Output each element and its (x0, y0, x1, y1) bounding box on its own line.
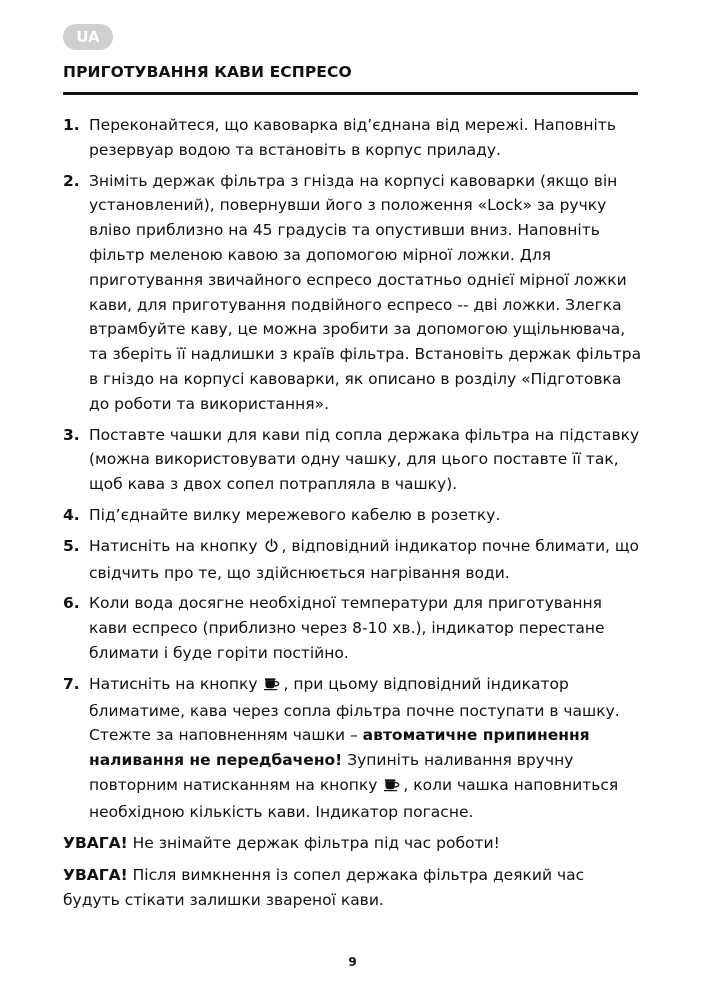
step-1 (63, 113, 643, 163)
steps-list (63, 113, 643, 825)
step-number: 1. (63, 116, 80, 134)
step-text-end: , коли чашка наповниться необхідною кількість кави. Індикатор погасне. (89, 775, 619, 821)
step-number: 6. (63, 594, 80, 613)
page-number: 9 (348, 955, 357, 969)
step-5 (63, 534, 643, 586)
step-2 (63, 169, 643, 417)
step-3 (63, 423, 643, 497)
warning-label: УВАГА! (63, 866, 128, 885)
power-icon (264, 536, 279, 561)
step-number: 4. (63, 505, 80, 524)
step-text-before-icon: Натисніть на кнопку (89, 536, 258, 555)
step-text-after-bold: Зупиніть наливання вручну повторним натисканням на кнопку (89, 751, 574, 794)
warning-text: Не знімайте держак фільтра під час роботи! (132, 833, 500, 852)
step-text-after-icon: , відповідний індикатор почне блимати, що свідчить про те, що здійснюється нагрівання води. (89, 536, 639, 582)
step-4 (63, 503, 643, 528)
step-text: Під’єднайте вилку мережевого кабелю в розетку. (89, 505, 501, 524)
title-divider (63, 92, 638, 95)
warning-label: УВАГА! (63, 833, 128, 852)
step-number: 5. (63, 536, 80, 555)
step-7 (63, 672, 643, 825)
step-text: Зніміть держак фільтра з гнізда на корпусі кавоварки (якщо він установлений), повернувши його з положення «Lock» за ручку вліво приблизно на 45 градусів та опустивши вниз. Наповніть фільтр меленою кавою за допомогою мірної ложки. Для приготування звичайного еспресо достатньо однієї мірної ложки кави, для приготування подвійного еспресо -- дві ложки. Злегка втрамбуйте каву, це можна зробити за допомогою ущільнювача, та зберіть її надлишки з країв фільтра. Встановіть держак фільтра в гніздо на корпусі кавоварки, як описано в розділу «Підготовка до роботи та використання». (89, 171, 642, 413)
warning-bold-text: автоматичне припинення наливання не передбачено! (89, 726, 590, 770)
step-text-before-icon: Натисніть на кнопку (89, 674, 258, 693)
coffee-cup-icon (384, 775, 401, 800)
section-title: ПРИГОТУВАННЯ КАВИ ЕСПРЕСО (63, 63, 352, 81)
coffee-cup-icon (264, 674, 281, 699)
step-number: 7. (63, 674, 80, 693)
step-number: 3. (63, 425, 80, 444)
step-text: Поставте чашки для кави під сопла держака фільтра на підставку (можна використовувати одну чашку, для цього поставте її так, щоб кава з двох сопел потрапляла в чашку). (89, 425, 640, 494)
step-text-middle: , при цьому відповідний індикатор блиматиме, кава через сопла фільтра почне поступати в чашку. Стежте за наповненням чашки – (89, 674, 620, 745)
language-badge: UA (63, 24, 113, 50)
step-text: Переконайтеся, що кавоварка від’єднана від мережі. Наповніть резервуар водою та встановіть в корпус приладу. (89, 116, 616, 159)
step-number: 2. (63, 171, 80, 190)
warning-1 (63, 831, 643, 856)
warning-2 (63, 863, 643, 913)
instructions-body (63, 113, 643, 921)
step-6 (63, 591, 643, 665)
warning-text: Після вимкнення із сопел держака фільтра деякий час будуть стікати залишки звареної кави. (63, 866, 585, 910)
step-text: Коли вода досягне необхідної температури для приготування кави еспресо (приблизно через 8-10 хв.), індикатор перестане блимати і буде горіти постійно. (89, 594, 605, 662)
